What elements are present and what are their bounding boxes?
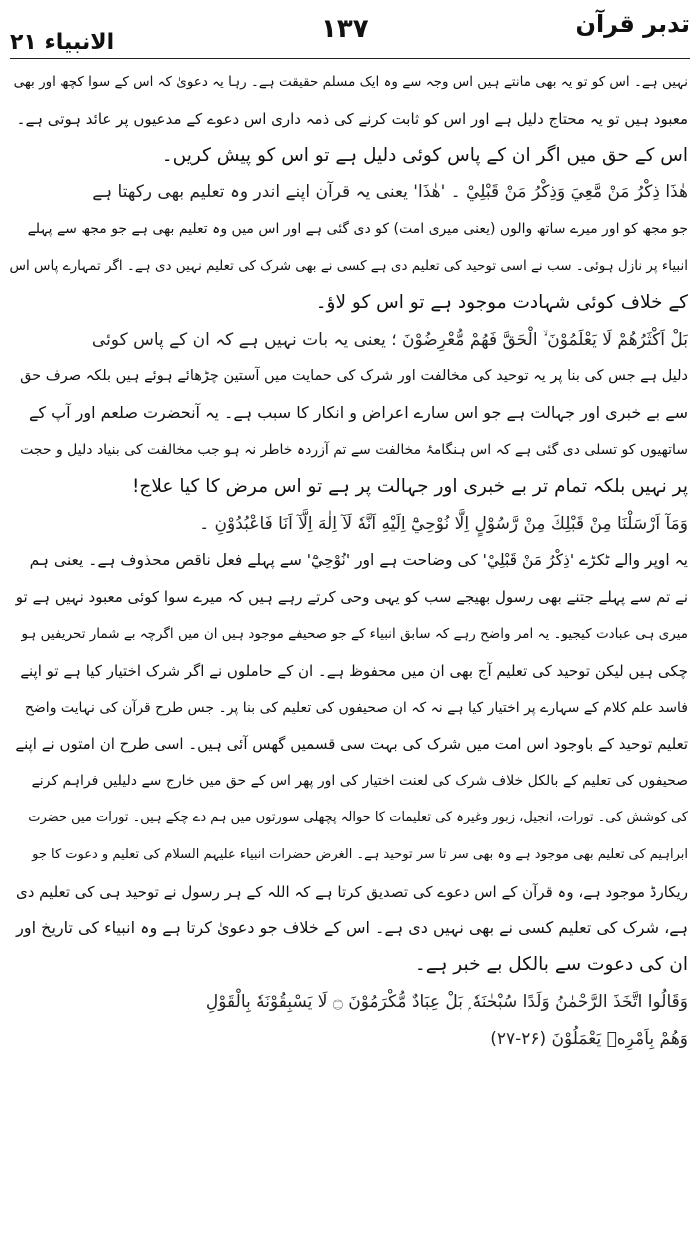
text-line: جو مجھ کو اور میرے ساتھ والوں (یعنی میری امت) کو دی گئی ہے اور اس میں وہ تعلیم بھی ہے جو مجھ سے پہلے [27, 221, 688, 238]
text-line: ابراہیم کی تعلیم بھی موجود ہے وہ بھی سر تا سر توحید ہے۔ الغرض حضرات انبیاء علیہم السلام کی تعلیم و دعوت کا جو [32, 846, 688, 862]
page-header [10, 10, 690, 58]
text-line: پر نہیں بلکہ تمام تر بے خبری اور جہالت پر ہے تو اس مرض کا کیا علاج! [132, 475, 688, 497]
text-line: انبیاء پر نازل ہوئی۔ سب نے اسی توحید کی تعلیم دی ہے کسی نے بھی شرک کی تعلیم نہیں دی ہے۔ اگر تمہارے پاس اس [10, 257, 688, 274]
verse-line: وَقَالُوا اتَّخَذَ الرَّحْمٰنُ وَلَدًا سُبْحٰنَهٗ ۭ بَلْ عِبَادٌ مُّكْرَمُوْنَ ۝ لَا يَسْبِقُوْنَهٗ بِالْقَوْلِ [205, 991, 688, 1012]
text-line: صحیفوں کی تعلیم کے بالکل خلاف شرک کی لعنت اختیار کی اور پھر اس کے حق میں خارج سے دلیلیں فراہم کرنے [31, 773, 688, 790]
verse-line: بَلْ اَكْثَرُهُمْ لَا يَعْلَمُوْنَ ۙ الْحَقَّ فَهُمْ مُّعْرِضُوْنَ ؛ یعنی یہ بات نہیں ہے کہ ان کے پاس کوئی [91, 329, 688, 350]
text-line: ان کی دعوت سے بالکل بے خبر ہے۔ [414, 954, 688, 976]
text-line: تعلیم توحید کے باوجود اس امت میں شرک کی بہت سی قسمیں گھس آئی ہیں۔ اسی طرح ان امتوں نے اپنے [15, 735, 688, 754]
text-line: کی کوشش کی۔ تورات، انجیل، زبور وغیرہ کی تعلیمات کا حوالہ پچھلی سورتوں میں ہم دے چکے ہیں۔ تورات میں حضرت [28, 809, 688, 825]
text-line: دلیل ہے جس کی بنا پر یہ توحید کی مخالفت اور شرک کی حمایت میں آستین چڑھائے ہوئے ہیں بلکہ صرف حق [20, 368, 688, 385]
text-line: چکی ہیں لیکن توحید کی تعلیم آج بھی ان میں محفوظ ہے۔ ان کے حاملوں نے اگر شرک اختیار کیا ہے تو اپنے [20, 661, 688, 680]
text-line: نے تم سے پہلے جتنے بھی رسول بھیجے سب کو یہی وحی کرتے رہے ہیں کہ میرے سوا کوئی معبود نہیں ہے تو [15, 588, 688, 607]
text-line: میری ہی عبادت کیجیو۔ یہ امر واضح رہے کہ سابق انبیاء کے جو صحیفے موجود ہیں ان میں اگرچہ بے شمار تحریفیں ہو [21, 625, 688, 642]
surah-title: الانبیاء ۲۱ [10, 30, 115, 55]
text-line: یہ اوپر والے ٹکڑے 'ذِكْرُ مَنْ قَبْلِيْ' کی وضاحت ہے اور 'نُوْحِيْٓ' سے پہلے فعل ناقص محذوف ہے۔ یعنی ہم [29, 551, 688, 570]
text-line: اس کے حق میں اگر ان کے پاس کوئی دلیل ہے تو اس کو پیش کریں۔ [161, 144, 688, 166]
text-line: ساتھیوں کو تسلی دی گئی ہے کہ اس ہنگامۂ مخالفت سے تم آزردہ خاطر نہ ہو جب مخالفت کی بنیاد دلیل و حجت [20, 441, 688, 458]
page-number: ۱۳۷ [321, 14, 369, 44]
text-line: نہیں ہے۔ اس کو تو یہ بھی مانتے ہیں اس وجہ سے وہ ایک مسلم حقیقت ہے۔ رہا یہ دعویٰ کہ اس کے سوا کچھ اور بھی [13, 74, 688, 90]
book-title: تدبر قرآن [575, 10, 690, 38]
verse-line: هٰذَا ذِكْرُ مَنْ مَّعِيَ وَذِكْرُ مَنْ قَبْلِيْ ۔ 'هٰذَا' یعنی یہ قرآن اپنے اندر وہ تعلیم بھی رکھتا ہے [92, 182, 688, 203]
page-body [10, 64, 688, 1058]
header-divider [10, 58, 690, 59]
text-line: کے خلاف کوئی شہادت موجود ہے تو اس کو لاؤ۔ [315, 291, 688, 313]
text-line: سے بے خبری اور جہالت ہے جو اس سارے اعراض و انکار کا سبب ہے۔ یہ آنحضرت صلعم اور آپ کے [29, 403, 688, 423]
text-line: فاسد علم کلام کے سہارے پر اختیار کیا ہے نہ کہ ان صحیفوں کی تعلیم کی بنا پر۔ جس طرح قرآن کی نہایت واضح [24, 699, 688, 716]
verse-line: وَهُمْ بِاَمْرِهٖ يَعْمَلُوْنَ (۲۶-۲۷) [490, 1028, 688, 1049]
text-line: ریکارڈ موجود ہے، وہ قرآن کے اس دعوے کی تصدیق کرتا ہے کہ اللہ کے ہر رسول نے توحید ہی کی تعلیم دی [15, 882, 688, 901]
verse-line: وَمَآ اَرْسَلْنَا مِنْ قَبْلِكَ مِنْ رَّسُوْلٍ اِلَّا نُوْحِيْٓ اِلَيْهِ اَنَّهٗ لَآ اِلٰهَ اِلَّآ اَنَا فَاعْبُدُوْنِ ۔ [199, 513, 688, 534]
text-line: معبود ہیں تو یہ محتاج دلیل ہے اور اس کو ثابت کرنے کی ذمہ داری اس دعوے کے مدعیوں پر عائد ہوتی ہے۔ [16, 109, 688, 128]
text-line: ہے، شرک کی تعلیم کسی نے بھی نہیں دی ہے۔ اس کے خلاف جو دعویٰ کرتا ہے وہ انبیاء کی تاریخ اور [16, 918, 688, 938]
